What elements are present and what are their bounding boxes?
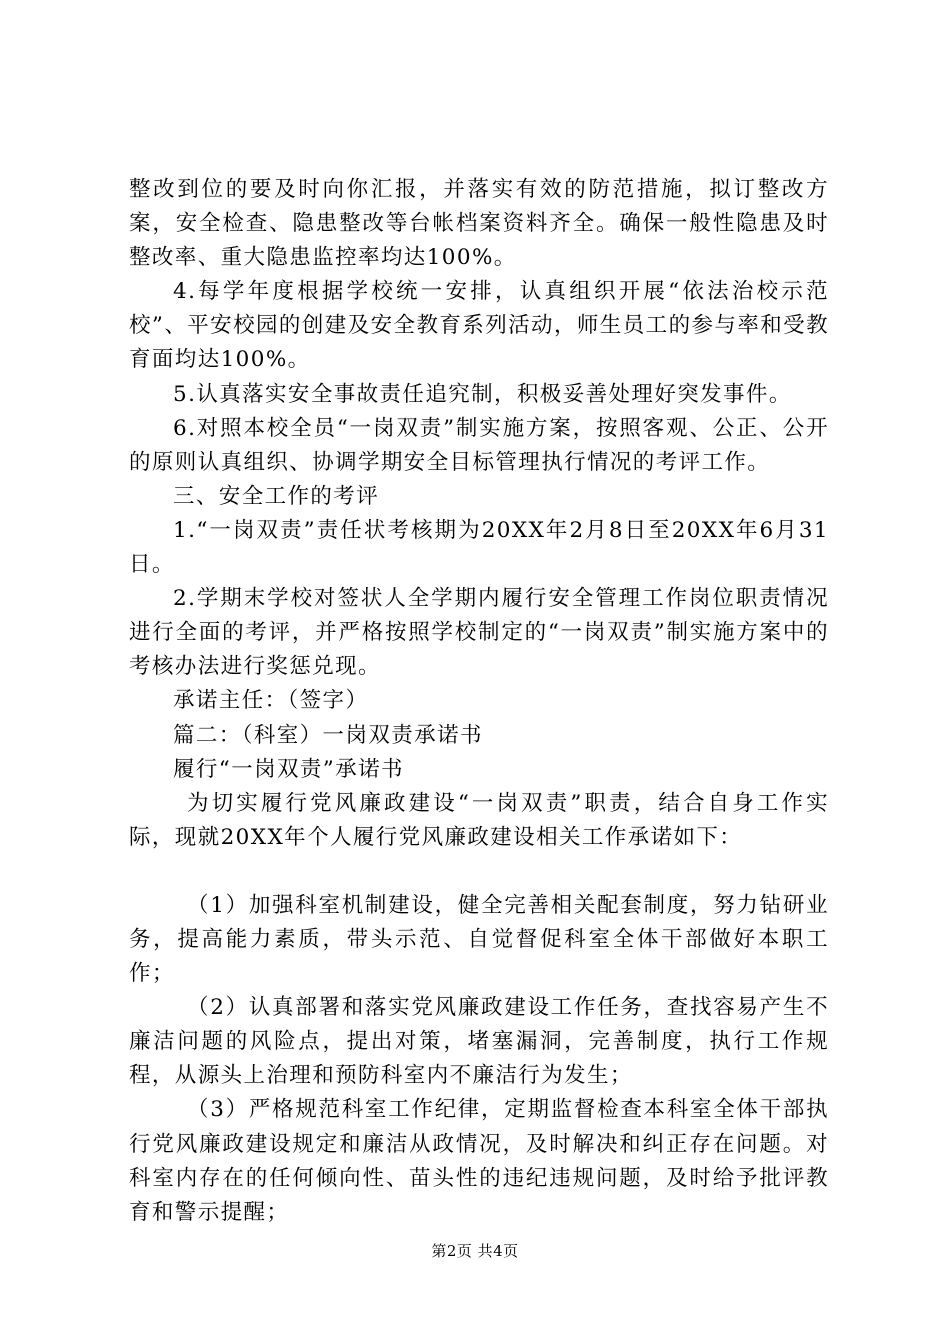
- paragraph-introduction: 为切实履行党风廉政建设“一岗双责”职责，结合自身工作实际，现就20XX年个人履行党风廉政建设相关工作承诺如下：: [129, 790, 829, 850]
- paragraph-rectification-continued: 整改到位的要及时向你汇报，并落实有效的防范措施，拟订整改方案，安全检查、隐患整改等台帐档案资料齐全。确保一般性隐患及时整改率、重大隐患监控率均达100%。: [129, 177, 829, 271]
- paragraph-item-5: 5.认真落实安全事故责任追究制，积极妥善处理好突发事件。: [173, 381, 792, 407]
- paragraph-evaluation-2: 2.学期末学校对签状人全学期内履行安全管理工作岗位职责情况进行全面的考评，并严格按照学校制定的“一岗双责”制实施方案中的考核办法进行奖惩兑现。: [129, 586, 829, 680]
- document-title: 履行“一岗双责”承诺书: [173, 756, 404, 782]
- chapter-heading: 篇二：（科室）一岗双责承诺书: [173, 722, 483, 748]
- section-heading-evaluation: 三、安全工作的考评: [173, 483, 380, 509]
- paragraph-commitment-2: （2）认真部署和落实党风廉政建设工作任务，查找容易产生不廉洁问题的风险点，提出对策，堵塞漏洞，完善制度，执行工作规程，从源头上治理和预防科室内不廉洁行为发生；: [129, 995, 829, 1089]
- paragraph-item-4: 4.每学年度根据学校统一安排，认真组织开展“依法治校示范校”、平安校园的创建及安全教育系列活动，师生员工的参与率和受教育面均达100%。: [129, 279, 829, 373]
- paragraph-commitment-1: （1）加强科室机制建设，健全完善相关配套制度，努力钻研业务，提高能力素质，带头示范、自觉督促科室全体干部做好本职工作；: [129, 892, 829, 987]
- paragraph-commitment-3: （3）严格规范科室工作纪律，定期监督检查本科室全体干部执行党风廉政建设规定和廉洁从政情况，及时解决和纠正存在问题。对科室内存在的任何倾向性、苗头性的违纪违规问题，及时给予批评教育和警示提醒；: [129, 1097, 829, 1225]
- page-number-footer: 第2页 共4页: [431, 1242, 519, 1260]
- document-body: [129, 173, 829, 1230]
- paragraph-item-6: 6.对照本校全员“一岗双责”制实施方案，按照客观、公正、公开的原则认真组织、协调学期安全目标管理执行情况的考评工作。: [129, 415, 829, 475]
- signature-line: 承诺主任：（签字）: [173, 688, 369, 714]
- paragraph-evaluation-1: 1.“一岗双责”责任状考核期为20XX年2月8日至20XX年6月31日。: [129, 517, 829, 578]
